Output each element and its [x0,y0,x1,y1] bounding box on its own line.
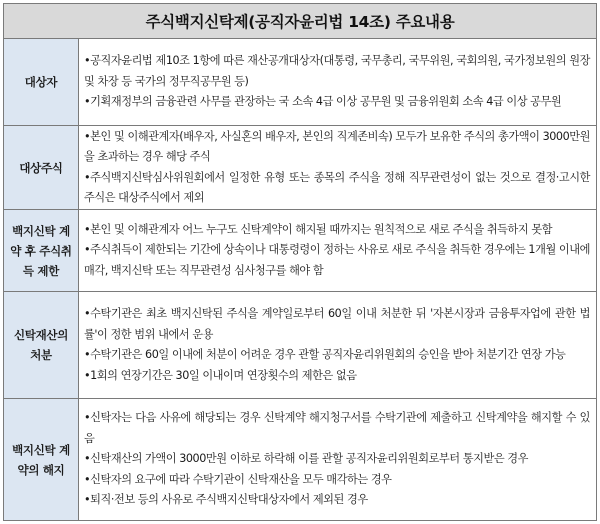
list-item: •신탁재산의 가액이 3000만원 이하로 하락해 이를 관할 공직자윤리위원회로부터 통지받은 경우 [84,452,528,466]
row-header: 백지신탁 계약 후 주식취득 제한 [4,210,79,291]
list-item: •주식취득이 제한되는 기간에 상속이나 대통령령이 정하는 사유로 새로 주식을 취득한 경우에는 1개월 이내에 매각, 백지신탁 또는 직무관련성 심사청구를 해야 함 [84,243,590,277]
row-header: 신탁재산의 처분 [4,292,79,398]
table-title: 주식백지신탁제(공직자윤리법 14조) 주요내용 [4,4,596,39]
list-item: •1회의 연장기간은 30일 이내이며 연장횟수의 제한은 없음 [84,368,357,382]
list-item: •본인 및 이해관계자(배우자, 사실혼의 배우자, 본인의 직계존비속) 모두가 보유한 주식의 총가액이 3000만원을 초과하는 경우 해당 주식 [84,129,590,163]
table-row-contract-termination [4,399,596,520]
list-item: •본인 및 이해관계자 어느 누구도 신탁계약이 해지될 때까지는 원칙적으로 새로 주식을 취득하지 못함 [84,222,553,236]
table-row-target-stocks [4,126,596,210]
list-item: •수탁기관은 최초 백지신탁된 주식을 계약일로부터 60일 이내 처분한 뒤 '자본시장과 금융투자업에 관한 법률'이 정한 범위 내에서 운용 [84,307,590,341]
list-item: •주식백지신탁심사위원회에서 일정한 유형 또는 종목의 주식을 정해 직무관련성이 없는 것으로 결정·고시한 주식은 대상주식에서 제외 [84,170,590,204]
list-item: •신탁자는 다음 사유에 해당되는 경우 신탁계약 해지청구서를 수탁기관에 제출하고 신탁계약을 해지할 수 있음 [84,411,590,445]
row-content [79,399,596,520]
table-row-target-persons [4,39,596,126]
table-row-asset-disposal [4,292,596,399]
row-content [79,292,596,398]
summary-table [3,3,597,521]
list-item: •기획재정부의 금융관련 사무를 관장하는 국 소속 4급 이상 공무원 및 금융위원회 소속 4급 이상 공무원 [84,95,562,109]
row-header: 대상주식 [4,126,79,209]
row-content [79,210,596,291]
row-content [79,126,596,209]
table-row-acquisition-limit [4,210,596,292]
list-item: •신탁자의 요구에 따라 수탁기관이 신탁재산을 모두 매각하는 경우 [84,472,392,486]
row-content [79,39,596,125]
list-item: •퇴직·전보 등의 사유로 주식백지신탁대상자에서 제외된 경우 [84,493,368,507]
list-item: •공직자윤리법 제10조 1항에 따른 재산공개대상자(대통령, 국무총리, 국무위원, 국회의원, 국가정보원의 원장 및 차장 등 국가의 정무직공무원 등) [84,54,590,88]
row-header: 대상자 [4,39,79,125]
row-header: 백지신탁 계약의 해지 [4,399,79,520]
list-item: •수탁기관은 60일 이내에 처분이 어려운 경우 관할 공직자윤리위원회의 승인을 받아 처분기간 연장 가능 [84,348,566,361]
